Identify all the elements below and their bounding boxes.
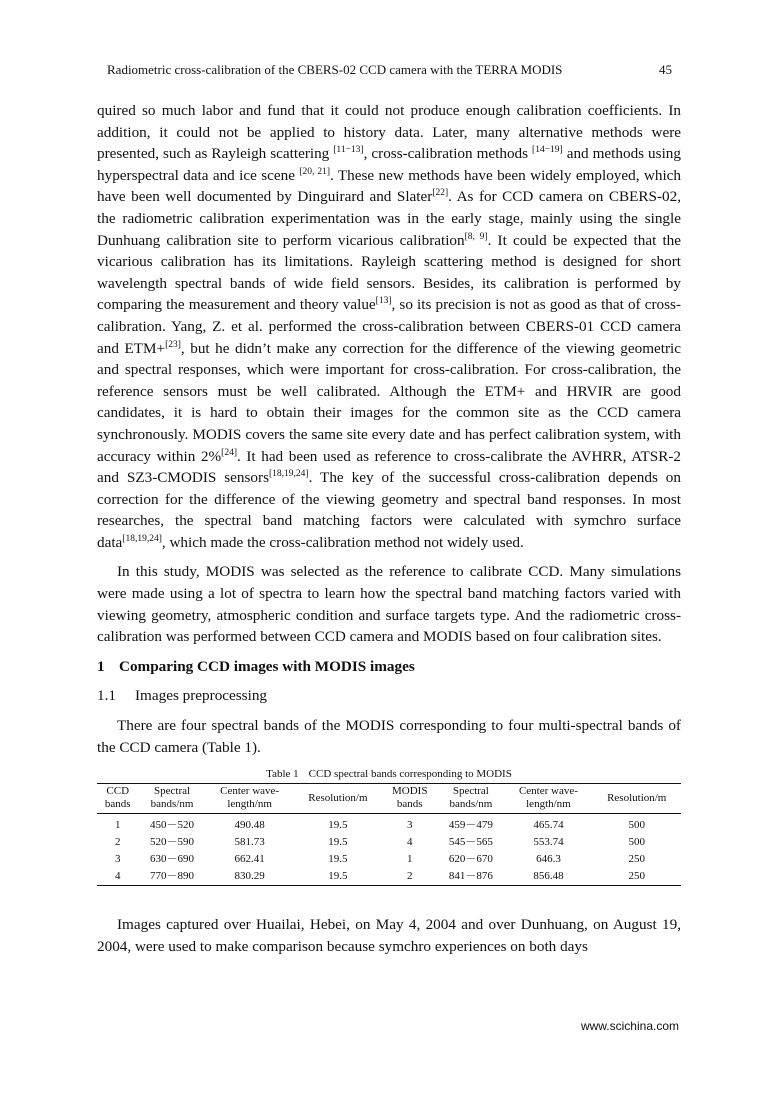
column-header bbox=[382, 784, 437, 814]
text-run: . It had been used as reference to cross-calibrate the AVHRR, ATSR-2 and SZ3-CMODIS sensors bbox=[97, 447, 681, 487]
table-cell: 2 bbox=[406, 870, 413, 883]
table-row bbox=[97, 851, 681, 868]
column-header-line: CCD bbox=[106, 785, 130, 798]
column-header-line: bands/nm bbox=[449, 798, 493, 811]
running-title: Radiometric cross-calibration of the CBERS-02 CCD camera with the TERRA MODIS bbox=[107, 62, 563, 77]
table-cell: 19.5 bbox=[328, 853, 348, 866]
subsection-title: Images preprocessing bbox=[135, 687, 268, 705]
table-cell: 19.5 bbox=[328, 870, 348, 883]
text-run: , cross-calibration methods bbox=[363, 145, 533, 163]
column-header-line: Resolution/m bbox=[308, 791, 368, 804]
table-cell: 770－890 bbox=[150, 870, 195, 883]
text-run: . These new methods have been widely employed, which have been well documented by Dinguirard and Slater bbox=[97, 166, 681, 206]
citation: [13] bbox=[375, 296, 392, 307]
column-header bbox=[138, 784, 205, 814]
table-title: CCD spectral bands corresponding to MODIS bbox=[308, 768, 512, 781]
text-run: and methods using hyperspectral data and ice scene bbox=[97, 145, 681, 184]
column-header-line: bands/nm bbox=[150, 798, 194, 811]
column-header bbox=[437, 784, 504, 814]
section-title: Comparing CCD images with MODIS images bbox=[119, 657, 415, 675]
column-header-line: Center wave- bbox=[518, 785, 578, 798]
column-header-line: Resolution/m bbox=[607, 791, 667, 804]
spectral-bands-table bbox=[97, 783, 681, 886]
column-header bbox=[294, 784, 382, 814]
citation: [14−19] bbox=[532, 145, 563, 156]
citation: [22] bbox=[432, 188, 449, 199]
table-cell: 4 bbox=[406, 836, 413, 849]
table-cell: 830.29 bbox=[234, 870, 265, 883]
column-header bbox=[592, 784, 681, 814]
text-run: , which made the cross-calibration method not widely used. bbox=[161, 533, 524, 551]
paragraph-3: There are four spectral bands of the MODIS corresponding to four multi-spectral bands of the CCD camera (Table 1). bbox=[97, 717, 681, 756]
table-row bbox=[97, 814, 681, 835]
column-header-line: length/nm bbox=[526, 798, 571, 811]
table-body bbox=[97, 814, 681, 886]
paragraph-1 bbox=[97, 100, 681, 553]
citation: [18,19,24] bbox=[269, 469, 309, 480]
table-cell: 620－670 bbox=[448, 853, 493, 866]
page-number: 45 bbox=[659, 62, 672, 77]
table-cell: 841－876 bbox=[448, 870, 493, 883]
citation: [18,19,24] bbox=[122, 533, 162, 544]
table-cell: 553.74 bbox=[533, 836, 564, 849]
table-cell: 250 bbox=[628, 870, 645, 883]
table-cell: 1 bbox=[114, 819, 121, 832]
table-cell: 630－690 bbox=[150, 853, 195, 866]
citation: [24] bbox=[221, 447, 237, 458]
table-row bbox=[97, 834, 681, 851]
table-cell: 500 bbox=[628, 836, 645, 849]
column-header-line: bands bbox=[104, 798, 131, 811]
table-cell: 856.48 bbox=[533, 870, 564, 883]
subsection-number: 1.1 bbox=[97, 687, 116, 705]
paragraph-2: In this study, MODIS was selected as the reference to calibrate CCD. Many simulations were made using a lot of spectra to learn how the spectral band matching factors varied with viewing geometry, atmospheric condition and surface targets type. And the radiometric cross-calibration was performed between CCD camera and MODIS based on four calibration sites. bbox=[97, 563, 681, 646]
table-header-row bbox=[97, 784, 681, 814]
table-label: Table 1 bbox=[266, 768, 299, 781]
paragraph-4: Images captured over Huailai, Hebei, on May 4, 2004 and over Dunhuang, on August 19, 2004, were used to make comparison because symchro experiences on both days bbox=[97, 916, 681, 955]
column-header-line: Spectral bbox=[154, 785, 191, 798]
table-cell: 19.5 bbox=[328, 836, 348, 849]
section-number: 1 bbox=[97, 657, 105, 675]
text-run: . As for CCD camera on CBERS-02, the radiometric calibration experimentation was in the early stage, mainly using the single Dunhuang calibration site to perform vicarious calibration bbox=[97, 188, 682, 249]
table-cell: 3 bbox=[114, 853, 121, 866]
table-cell: 3 bbox=[406, 819, 413, 832]
column-header bbox=[97, 784, 138, 814]
table-cell: 545－565 bbox=[448, 836, 493, 849]
table-cell: 490.48 bbox=[234, 819, 265, 832]
text-run: , so its precision is not as good as that of cross-calibration. Yang, Z. et al. performed the cross-calibration between CBERS-01 CCD camera and ETM+ bbox=[97, 296, 681, 357]
table-caption bbox=[97, 768, 681, 780]
column-header-line: Center wave- bbox=[220, 785, 280, 798]
text-run: quired so much labor and fund that it could not produce enough calibration coefficients. In addition, it could not be applied to history data. Later, many alternative methods were presented, such as Rayleigh scattering bbox=[97, 102, 681, 163]
table-cell: 450－520 bbox=[150, 819, 195, 832]
column-header-line: bands bbox=[396, 798, 423, 811]
table-cell: 581.73 bbox=[234, 836, 265, 849]
footer-url[interactable]: www.scichina.com bbox=[580, 1019, 679, 1033]
table-cell: 19.5 bbox=[328, 819, 348, 832]
table-cell: 1 bbox=[406, 853, 413, 866]
table-cell: 4 bbox=[114, 870, 121, 883]
table-cell: 500 bbox=[628, 819, 645, 832]
table-cell: 465.74 bbox=[533, 819, 564, 832]
table-cell: 459－479 bbox=[448, 819, 493, 832]
column-header bbox=[206, 784, 294, 814]
citation: [20, 21] bbox=[299, 166, 330, 177]
subsection-heading bbox=[97, 685, 681, 707]
citation: [11−13] bbox=[333, 145, 364, 156]
table-cell: 646.3 bbox=[536, 853, 561, 866]
table-cell: 2 bbox=[114, 836, 121, 849]
text-run: , but he didn’t make any correction for the difference of the viewing geometric and spectral responses, which were important for cross-calibration. For cross-calibration, the reference sensors must be well calibrated. Although the ETM+ and HRVIR are good candidates, it is hard to obtain their images for the common site as the CCD camera synchronously. MODIS covers the same site every date and has perfect calibration system, with accuracy within 2% bbox=[97, 339, 681, 465]
text-run: . It could be expected that the vicarious calibration has its limitations. Rayleigh scattering method is designed for short wavelength spectral bands of wide field sensors. Besides, its calibration is performed by comparing the measurement and theory value bbox=[97, 231, 682, 314]
text-run: . The key of the successful cross-calibration depends on correction for the difference of the viewing geometry and spectral band responses. In most researches, the spectral band matching factors were calculated with symchro surface data bbox=[97, 469, 681, 551]
section-heading bbox=[97, 656, 681, 678]
citation: [23] bbox=[165, 339, 181, 350]
article-body bbox=[97, 100, 681, 957]
column-header-line: Spectral bbox=[452, 785, 489, 798]
table-row bbox=[97, 868, 681, 886]
column-header-line: MODIS bbox=[391, 785, 428, 798]
table-cell: 520－590 bbox=[150, 836, 195, 849]
column-header-line: length/nm bbox=[227, 798, 272, 811]
column-header bbox=[504, 784, 592, 814]
citation: [8, 9] bbox=[464, 231, 488, 242]
table-cell: 662.41 bbox=[234, 853, 265, 866]
table-cell: 250 bbox=[628, 853, 645, 866]
